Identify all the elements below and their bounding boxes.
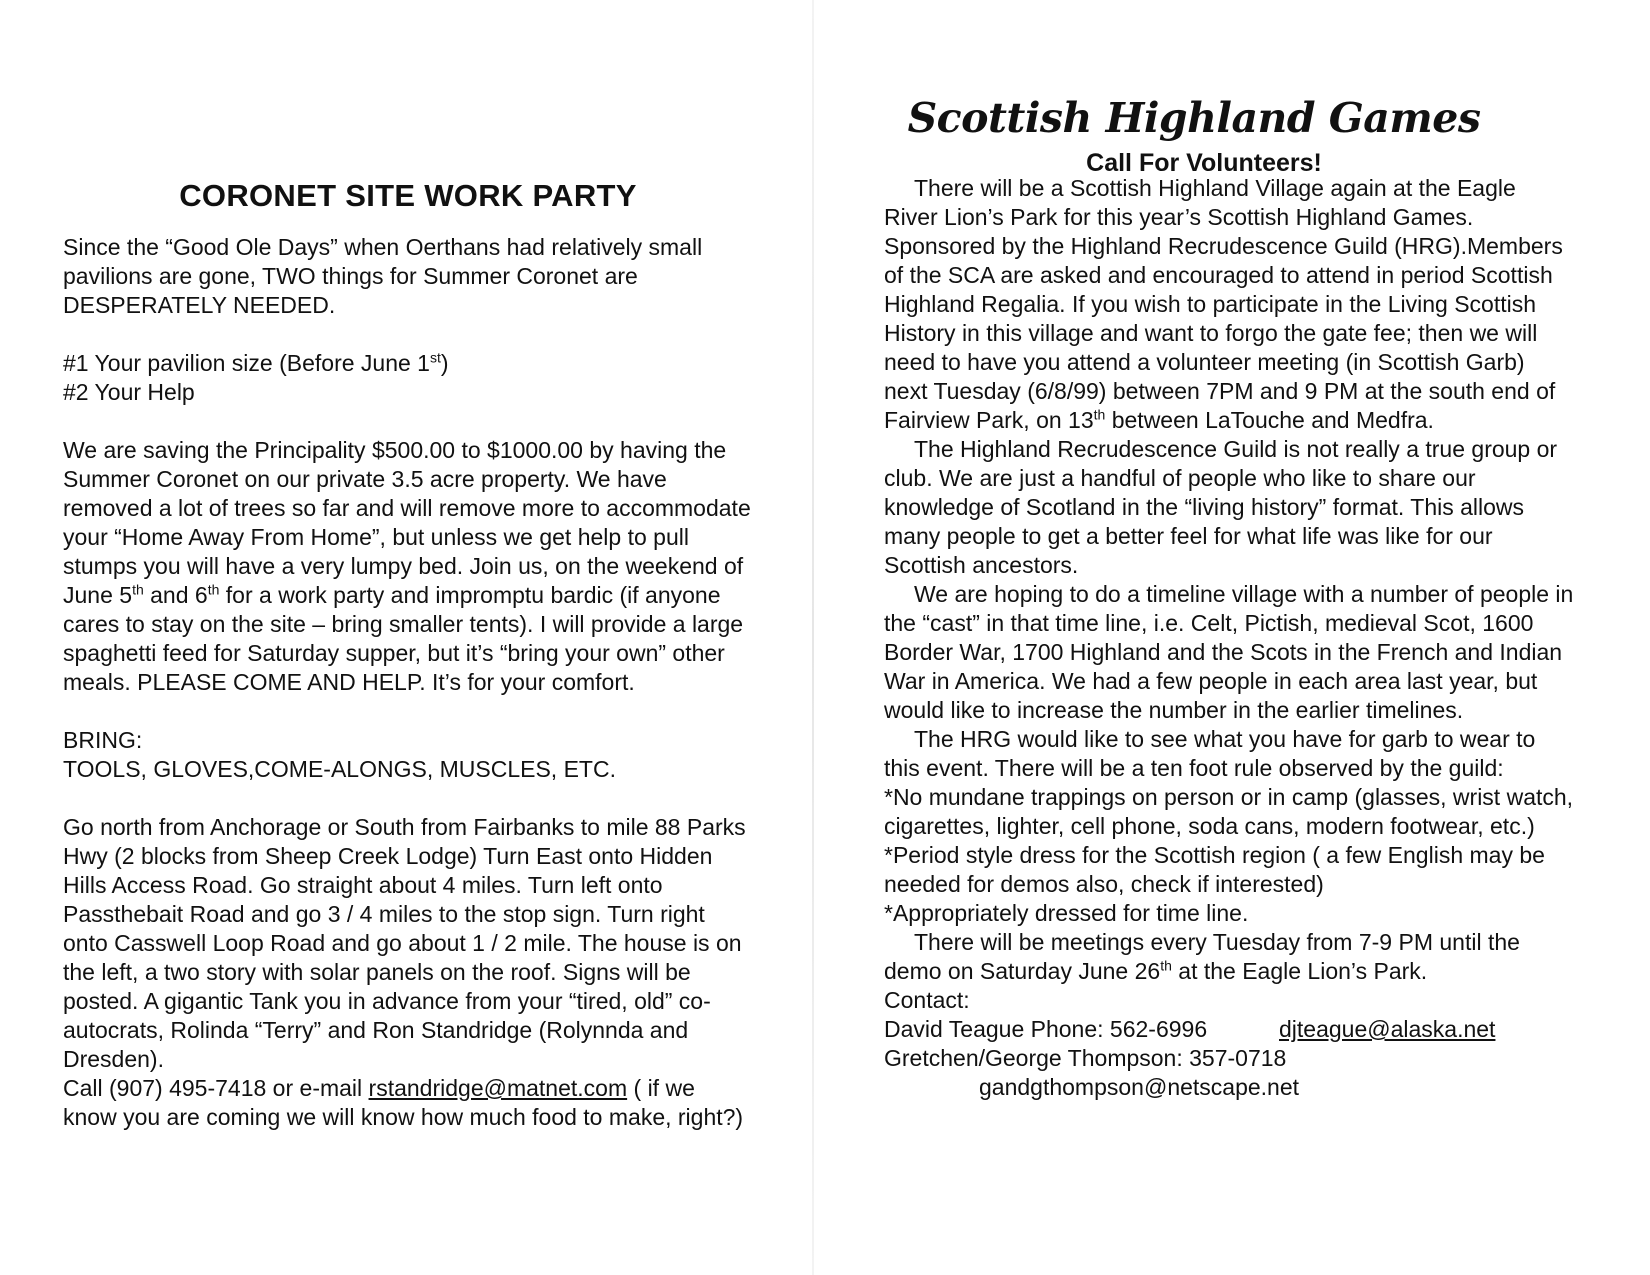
need-item-2: #2 Your Help (63, 379, 195, 405)
email-link[interactable]: rstandridge@matnet.com (368, 1075, 628, 1101)
bring-items: TOOLS, GLOVES,COME-ALONGS, MUSCLES, ETC. (63, 756, 616, 782)
work-party-title: CORONET SITE WORK PARTY (179, 178, 637, 213)
directions-paragraph: Go north from Anchorage or South from Fairbanks to mile 88 Parks Hwy (2 blocks from Sheep Creek Lodge) Turn East onto Hidden Hills Access Road. Go straight about 4 miles. Turn left onto Passthebait Road and go 3 / 4 miles to the stop sign. Turn right onto Casswell Loop Road and go about 1 / 2 mile. The house is on the left, a two story with solar panels on the roof. Signs will be posted. A gigantic Tank you in advance from your “tired, old” co-autocrats, Rolinda “Terry” and Ron Standridge (Rolynnda and Dresden). (63, 814, 746, 1072)
garb-paragraph: The HRG would like to see what you have for garb to wear to this event. There will be a ten foot rule observed by the guild: (884, 726, 1536, 781)
email-link[interactable]: djteague@alaska.net (1279, 1016, 1496, 1042)
timeline-paragraph: We are hoping to do a timeline village with a number of people in the “cast” in that time line, i.e. Celt, Pictish, medieval Scot, 1600 Border War, 1700 Highland and the Scots in the French and Indian War in America. We had a few people in each area last year, but would like to increase the number in the earlier timelines. (884, 581, 1574, 723)
call-paragraph: Call (907) 495-7418 or e-mail rstandridge@matnet.com ( if we know you are coming we will know how much food to make, right?) (63, 1075, 744, 1130)
right-page (825, 0, 1650, 1275)
rule-item: *Appropriately dressed for time line. (884, 900, 1249, 926)
contact-row (884, 1015, 1574, 1044)
village-paragraph: There will be a Scottish Highland Village again at the Eagle River Lion’s Park for this year’s Scottish Highland Games. Sponsored by the Highland Recrudescence Guild (HRG).Members of the SCA are asked and encouraged to attend in period Scottish Highland Regalia. If you wish to participate in the Living Scottish History in this village and want to forgo the gate fee; then we will need to have you attend a volunteer meeting (in Scottish Garb) next Tuesday (6/8/99) between 7PM and 9 PM at the south end of Fairview Park, on 13th between LaTouche and Medfra. (884, 175, 1563, 433)
contact-name: Gretchen/George Thompson: 357-0718 (884, 1045, 1287, 1071)
highland-games-body (884, 174, 1574, 1102)
rule-item: *No mundane trappings on person or in camp (glasses, wrist watch, cigarettes, lighter, cell phone, soda cans, modern footwear, etc.) (884, 784, 1574, 839)
volunteers-subtitle: Call For Volunteers! (1086, 149, 1322, 177)
contact-name: David Teague Phone: 562-6996 (884, 1016, 1208, 1042)
contact-label: Contact: (884, 987, 970, 1013)
meetings-paragraph: There will be meetings every Tuesday from 7-9 PM until the demo on Saturday June 26th at the Eagle Lion’s Park. (884, 929, 1520, 984)
savings-paragraph: We are saving the Principality $500.00 to $1000.00 by having the Summer Coronet on our private 3.5 acre property. We have removed a lot of trees so far and will remove more to accommodate your “Home Away From Home”, but unless we get help to pull stumps you will have a very lumpy bed. Join us, on the weekend of June 5th and 6th for a work party and impromptu bardic (if anyone cares to stay on the site – bring smaller tents). I will provide a large spaghetti feed for Saturday supper, but it’s “bring your own” other meals. PLEASE COME AND HELP. It’s for your comfort. (63, 437, 751, 695)
intro-paragraph: Since the “Good Ole Days” when Oerthans had relatively small pavilions are gone, TWO things for Summer Coronet are DESPERATELY NEEDED. (63, 234, 703, 318)
guild-paragraph: The Highland Recrudescence Guild is not really a true group or club. We are just a handful of people who like to share our knowledge of Scotland in the “living history” format. This allows many people to get a better feel for what life was like for our Scottish ancestors. (884, 436, 1558, 578)
work-party-body (63, 233, 753, 1132)
need-item-1: #1 Your pavilion size (Before June 1st) (63, 349, 449, 376)
contact-email: gandgthompson@netscape.net (979, 1074, 1300, 1100)
bring-label: BRING: (63, 727, 143, 753)
highland-games-title: Scottish Highland Games (907, 94, 1481, 142)
rule-item: *Period style dress for the Scottish region ( a few English may be needed for demos also, check if interested) (884, 842, 1545, 897)
